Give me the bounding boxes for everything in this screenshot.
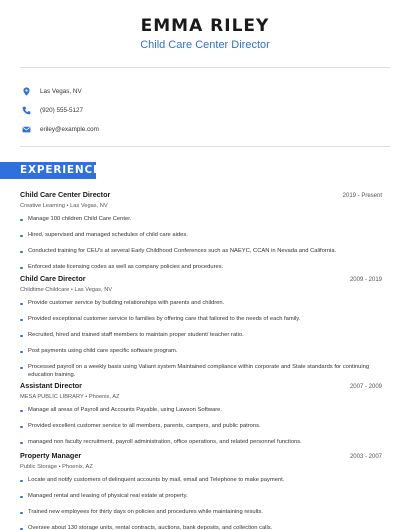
job-company-location: Creative Learning • Las Vegas, NV — [20, 203, 108, 209]
job-bullets — [20, 477, 382, 530]
job-title: Assistant Director — [20, 381, 82, 390]
bullet-item: Enforced state licensing codes as well as company policies and procedures. — [20, 264, 382, 272]
job-location: Phoenix, AZ — [62, 464, 93, 470]
candidate-name: EMMA RILEY — [140, 16, 270, 36]
bullet-item: Managed rental and leasing of physical real estate at property. — [20, 493, 382, 501]
bullet-item: Processed payroll on a weekly basis using Valiant system Maintained compliance within corporate and State standards for continuing education training. — [20, 364, 382, 379]
job-dates: 2019 - Present — [342, 193, 382, 199]
bullet-item: Hired, supervised and managed schedules of child care aides. — [20, 232, 382, 240]
bullet-item: managed non faculty recruitment, payroll administration, office operations, and related personnel functions. — [20, 439, 382, 447]
job-dates: 2009 - 2019 — [349, 277, 382, 283]
job-bullets — [20, 216, 382, 272]
job-company-location: Childtime Childcare • Las Vegas, NV — [20, 287, 113, 293]
job-bullets — [20, 407, 382, 447]
job-title: Child Care Center Director — [20, 190, 111, 199]
bullet-item: Provided exceptional customer service to families by offering care that failored to the needs of each family. — [20, 316, 382, 324]
contact-divider — [20, 146, 390, 147]
phone-text: (920) 555-5127 — [40, 106, 84, 114]
job-dates: 2003 - 2007 — [349, 454, 382, 460]
job-location: Phoenix, AZ — [88, 394, 120, 400]
bullet-item: Oversee about 130 storage units, rental contracts, auctions, bank deposits, and collection calls. — [20, 525, 382, 530]
resume-header — [0, 16, 410, 51]
bullet-item: Provided excellent customer service to all members, parents, campers, and public patrons. — [20, 423, 382, 431]
job-entry — [20, 381, 382, 455]
job-bullets — [20, 300, 382, 380]
job-company-location: Public Storage • Phoenix, AZ — [20, 464, 93, 470]
contact-list — [22, 82, 99, 139]
bullet-item: Recruited, hired and trained staff members to maintain proper student/ teacher ratio. — [20, 332, 382, 340]
bullet-item: Post payments using child care specific software program. — [20, 348, 382, 356]
bullet-item: Provide customer service by building relationships with parents and children. — [20, 300, 382, 308]
contact-phone — [22, 101, 99, 119]
job-entry — [20, 451, 382, 530]
job-company: Creative Learning — [20, 203, 65, 209]
job-company-location: MESA PUBLIC LIBRARY • Phoenix, AZ — [20, 394, 120, 400]
contact-location — [22, 82, 99, 100]
location-text: Las Vegas, NV — [40, 87, 82, 95]
job-entry — [20, 274, 382, 388]
bullet-item: Trained new employees for thirty days on policies and procedures while maintaining results. — [20, 509, 382, 517]
phone-icon — [22, 106, 31, 115]
bullet-item: Locate and notify customers of delinquent accounts by mail, email and Telephone to make payment. — [20, 477, 382, 485]
location-pin-icon — [22, 87, 31, 96]
job-company: Public Storage — [20, 464, 57, 470]
job-location: Las Vegas, NV — [74, 287, 113, 293]
experience-heading: EXPERIENCE — [20, 164, 101, 176]
email-icon — [22, 125, 31, 134]
job-company: MESA PUBLIC LIBRARY — [20, 394, 84, 400]
bullet-item: Conducted training for CEU's at several Early Childhood Conferences such as NAEYC, CCAN in Nevada and California. — [20, 248, 382, 256]
job-dates: 2007 - 2009 — [349, 384, 382, 390]
job-title: Property Manager — [20, 451, 82, 460]
contact-email — [22, 120, 99, 138]
job-title: Child Care Director — [20, 274, 86, 283]
email-text: eriley@example.com — [40, 125, 99, 133]
header-divider — [20, 67, 390, 68]
job-company: Childtime Childcare — [20, 287, 70, 293]
experience-section-header — [0, 162, 101, 179]
job-entry — [20, 190, 382, 280]
candidate-title: Child Care Center Director — [140, 39, 270, 51]
bullet-item: Manage all areas of Payroll and Accounts Payable, using Lawson Software. — [20, 407, 382, 415]
job-location: Las Vegas, NV — [70, 203, 108, 209]
bullet-item: Manage 100 children Child Care Center. — [20, 216, 382, 224]
